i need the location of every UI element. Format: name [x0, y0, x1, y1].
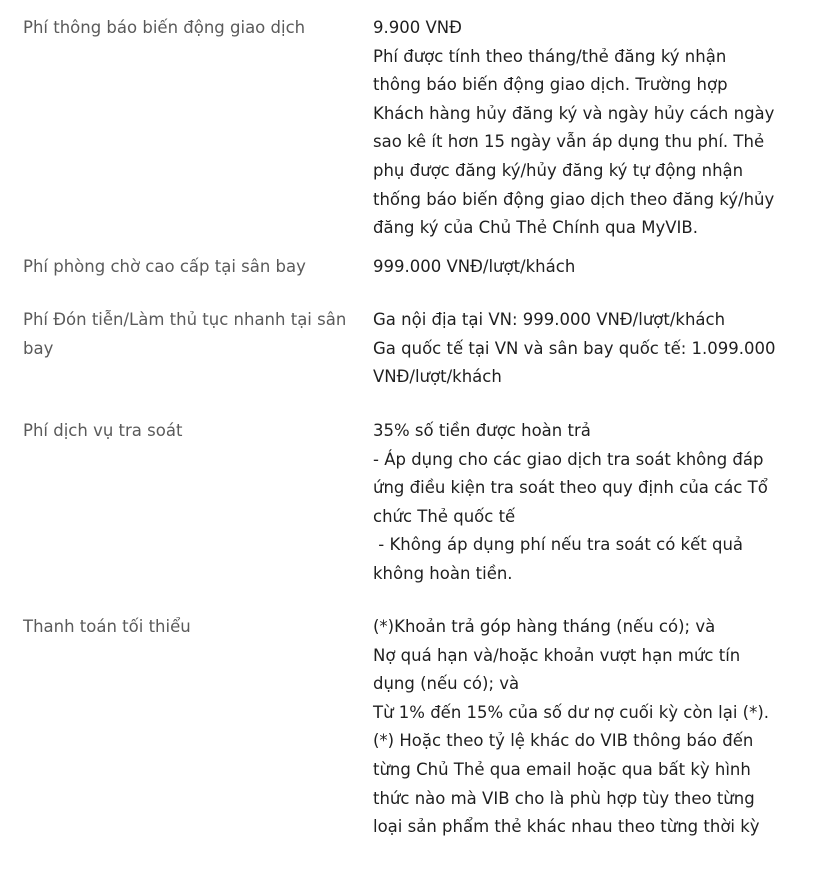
fee-value-line: dụng (nếu có); và [373, 674, 520, 694]
fee-value [373, 613, 793, 880]
fee-value-line: Từ 1% đến 15% của số dư nợ cuối kỳ còn lại (*). [373, 702, 770, 722]
fee-value-line: sao kê ít hơn 15 ngày vẫn áp dụng thu phí. Thẻ [373, 132, 765, 152]
fee-row-transaction-alert [0, 0, 833, 253]
fee-value-line: Khách hàng hủy đăng ký và ngày hủy cách ngày [373, 103, 775, 123]
fee-value-line: Nợ quá hạn và/hoặc khoản vượt hạn mức tín [373, 645, 741, 665]
fee-label: Phí thông báo biến động giao dịch [23, 18, 306, 37]
fee-row-airport-fast-track [0, 306, 833, 417]
fee-value [373, 306, 793, 416]
fee-label: Phí Đón tiễn/Làm thủ tục nhanh tại sân bay [23, 310, 347, 358]
fee-value-line: từng Chủ Thẻ qua email hoặc qua bất kỳ hình [373, 759, 751, 779]
fee-value-line: 999.000 VNĐ/lượt/khách [373, 257, 576, 276]
fee-value-line: phụ được đăng ký/hủy đăng ký tự động nhận [373, 160, 744, 180]
fee-value-line: VNĐ/lượt/khách [373, 367, 502, 387]
fee-value-line: thức nào mà VIB cho là phù hợp tùy theo từng [373, 788, 755, 808]
fee-row-dispute [0, 417, 833, 613]
fee-value-line: (*)Khoản trả góp hàng tháng (nếu có); và [373, 617, 716, 636]
fee-value-line: thống báo biến động giao dịch theo đăng ký/hủy [373, 189, 775, 209]
fee-value-line: Ga nội địa tại VN: 999.000 VNĐ/lượt/khách [373, 310, 726, 329]
fee-value-line: - Không áp dụng phí nếu tra soát có kết quả [373, 535, 744, 555]
fee-value-line: Ga quốc tế tại VN và sân bay quốc tế: 1.099.000 [373, 338, 776, 358]
fee-value [373, 417, 793, 612]
fee-value-line: 9.900 VNĐ [373, 18, 462, 37]
fee-value-line: không hoàn tiền. [373, 563, 513, 583]
fee-label: Phí dịch vụ tra soát [23, 421, 183, 440]
fee-value-line: chức Thẻ quốc tế [373, 506, 516, 526]
fee-value-line: (*) Hoặc theo tỷ lệ khác do VIB thông báo đến [373, 731, 754, 751]
fee-value [373, 14, 793, 252]
fee-row-airport-lounge [0, 253, 833, 306]
fee-value-line: thông báo biến động giao dịch. Trường hợp [373, 75, 728, 95]
fee-value-line: 35% số tiền được hoàn trả [373, 421, 591, 440]
fee-value-line: Phí được tính theo tháng/thẻ đăng ký nhận [373, 46, 727, 66]
fee-label: Phí phòng chờ cao cấp tại sân bay [23, 257, 306, 276]
fee-value-line: loại sản phẩm thẻ khác nhau theo từng thời kỳ [373, 817, 760, 837]
fee-value-line: ứng điều kiện tra soát theo quy định của các Tổ [373, 478, 768, 498]
fee-value [373, 253, 793, 305]
fee-label: Thanh toán tối thiểu [23, 617, 191, 636]
fee-row-minimum-payment [0, 613, 833, 881]
fee-value-line: - Áp dụng cho các giao dịch tra soát không đáp [373, 449, 764, 469]
fee-value-line: đăng ký của Chủ Thẻ Chính qua MyVIB. [373, 218, 698, 238]
